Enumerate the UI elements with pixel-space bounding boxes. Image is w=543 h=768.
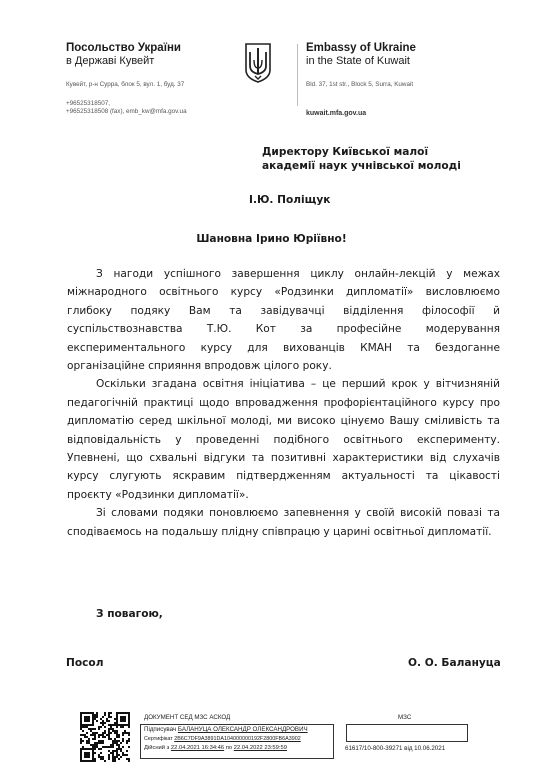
stamp-signer: БАЛАНУЦА ОЛЕКСАНДР ОЛЕКСАНДРОВИЧ [177, 726, 308, 733]
stamp-valid-label: Дійсний з [144, 745, 170, 751]
embassy-address-ua: Кувейт, р-н Сурра, блок 5, вул. 1, буд. 37 [66, 81, 185, 88]
qr-module [124, 720, 126, 722]
embassy-address-en: Bld. 37, 1st str., Block 5, Surra, Kuwait [306, 81, 414, 88]
stamp-valid-from: 22.04.2021 16:34:46 [170, 745, 225, 751]
qr-module [110, 732, 112, 734]
stamp-cert-row [144, 735, 301, 743]
qr-module [88, 720, 90, 722]
embassy-subtitle-ua: в Державі Кувейт [66, 55, 155, 67]
letterhead-divider [297, 44, 298, 106]
qr-module [122, 734, 124, 736]
stamp-valid-to: 22.04.2022 23:59:59 [233, 745, 287, 751]
addressee-name: І.Ю. Поліщук [249, 194, 331, 206]
qr-module [108, 720, 110, 722]
qr-module [94, 738, 96, 740]
embassy-fax-email-ua: +96525318508 (fax), emb_kw@mfa.gov.ua [66, 108, 187, 115]
embassy-subtitle-en: in the State of Kuwait [306, 55, 410, 67]
embassy-website: kuwait.mfa.gov.ua [306, 110, 367, 117]
qr-module [104, 726, 106, 728]
qr-module [82, 730, 84, 732]
qr-module [120, 742, 122, 744]
qr-module [86, 732, 88, 734]
qr-module [94, 752, 96, 754]
qr-module [92, 724, 94, 726]
paragraph-2: Оскільки згадана освітня ініціатива – це перший крок у вітчизняній педагогічній практиці щодо впровадження профорієнтаційного курсу про дипломатію серед шкільної молоді, ми високо цінуємо Вашу сміливість та відповідальність у проведенні подібного освітнього експерименту. Упевнені, що схвальні відгуки та позитивні характеристики від слухачів курсу слугують яскравим підтвердженням актуальності та цікавості проєкту «Родзинки дипломатії». [67, 378, 500, 501]
embassy-title-ua: Посольство України [66, 42, 181, 54]
qr-module [98, 736, 100, 738]
reg-number: 61617/10-800-39271 від 10.06.2021 [345, 745, 446, 752]
qr-module [100, 748, 102, 750]
addressee-block [262, 145, 461, 173]
embassy-phone-ua: +96525318507, [66, 100, 110, 107]
qr-module [118, 758, 120, 760]
stamp-validity-row [144, 744, 287, 752]
reg-number-box [346, 724, 468, 742]
qr-module [102, 742, 104, 744]
paragraph-3: Зі словами подяки поновлюємо запевнення у своїй високій повазі та сподіваємось на подальшу плідну співпрацю у царині освітньої дипломатії. [67, 507, 500, 538]
qr-module [116, 726, 118, 728]
qr-module [118, 736, 120, 738]
stamp-signer-label: Підписувач [144, 726, 177, 733]
qr-module [120, 756, 122, 758]
qr-module [104, 736, 106, 738]
qr-module [104, 722, 106, 724]
qr-module [104, 714, 106, 716]
addressee-line-2: академії наук учнівської молоді [262, 160, 461, 172]
qr-module [88, 756, 90, 758]
qr-module [100, 726, 102, 728]
stamp-doc-label: ДОКУМЕНТ СЕД МЗС АСКОД [144, 714, 231, 721]
paragraph-1: З нагоди успішного завершення циклу онлайн-лекцій у межах міжнародного освітнього курсу «Родзинки дипломатії» висловлюємо глибоку подяку Вам та завідувачці відділення філософії й суспільствознавства Т.Ю. Кот за професійне модерування експериментального курсу для вихованців КМАН та бездоганне організаційне сприяння впродовж цілого року. [67, 268, 500, 373]
qr-module [128, 760, 130, 762]
qr-module [122, 726, 124, 728]
qr-module [100, 752, 102, 754]
qr-module [128, 740, 130, 742]
stamp-org: МЗС [398, 714, 412, 721]
closing: З повагою, [96, 608, 163, 620]
signer-position: Посол [66, 657, 104, 669]
qr-module [104, 760, 106, 762]
qr-module [94, 748, 96, 750]
qr-module [128, 726, 130, 728]
qr-module [122, 746, 124, 748]
letter-body [67, 265, 500, 541]
embassy-title-en: Embassy of Ukraine [306, 42, 416, 54]
qr-module [108, 758, 110, 760]
qr-module [112, 746, 114, 748]
stamp-valid-to-label: по [225, 745, 233, 751]
qr-module [98, 728, 100, 730]
qr-module [94, 760, 96, 762]
qr-module [110, 712, 112, 714]
qr-module [128, 746, 130, 748]
qr-module [128, 734, 130, 736]
qr-code [80, 712, 130, 762]
stamp-cert-label: Сертифікат [144, 736, 173, 742]
signer-name: О. О. Балануца [408, 657, 501, 669]
qr-module [102, 716, 104, 718]
stamp-signer-row [144, 726, 308, 734]
qr-module [94, 728, 96, 730]
trident-icon [244, 42, 272, 84]
qr-module [122, 740, 124, 742]
qr-module [96, 720, 98, 722]
stamp-cert: 2B6C7DF9A3891DA104000000192F2800FB6A3902 [174, 736, 301, 742]
qr-module [126, 742, 128, 744]
addressee-line-1: Директору Київської малої [262, 146, 429, 158]
qr-module [110, 716, 112, 718]
greeting: Шановна Ірино Юріївно! [196, 233, 347, 245]
qr-module [82, 740, 84, 742]
qr-module [96, 716, 98, 718]
qr-module [114, 760, 116, 762]
qr-module [126, 754, 128, 756]
qr-module [126, 750, 128, 752]
qr-module [80, 742, 82, 744]
